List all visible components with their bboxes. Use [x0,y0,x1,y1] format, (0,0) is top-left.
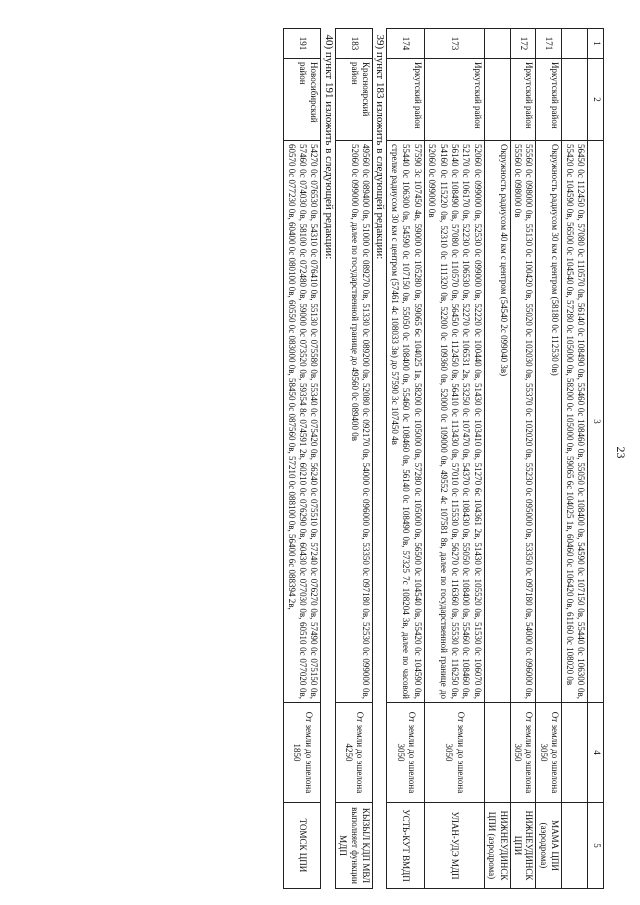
table-body [284,29,604,889]
airspace-table [283,28,604,889]
cell-zone: ТОМСК ЦПИ [284,803,321,889]
cell-num: 172 [510,29,536,59]
cell-district: Новосибирский район [284,59,321,141]
header-cell: 3 [588,141,604,703]
cell-num: 191 [284,29,321,59]
section-heading: 40) пункт 191 изложить в следующей редакции: [321,29,335,889]
cell-zone: НИЖНЕУДИНСК ЦПИ (аэродрома) [484,803,510,889]
cell-height: От земли до эшелона 3050 [387,703,424,803]
cell-coords: 49560 0с 089400 0в, 51000 0с 089270 0в, 51330 0с 089200 0в, 52080 0с 092170 0в, 54000 0с 096000 0в, 53350 0с 097180 0в, 52530 0с 099000 0в, 52060 0с 099000 0в, далее по государственной границе до 49560 0с 089400 0в [335,141,372,703]
cell-num [562,29,588,59]
cell-district [484,59,510,141]
table-row [424,29,484,889]
cell-district [562,59,588,141]
cell-height [484,703,510,803]
table-row [484,29,510,889]
cell-coords: Окружность радиусом 40 км с центром (54540 2с 099040 3в) [484,141,510,703]
header-row [588,29,604,889]
cell-zone: НИЖНЕУДИНСК ЦПИ [510,803,536,889]
section-heading-row [373,29,387,889]
table-row [284,29,321,889]
cell-height [562,703,588,803]
header-cell: 2 [588,59,604,141]
cell-height: От земли до эшелона 3050 [424,703,484,803]
cell-num: 171 [536,29,562,59]
cell-num: 173 [424,29,484,59]
table-row [510,29,536,889]
cell-coords: 56450 0с 112450 0в, 57080 0с 110570 0в, 56140 0с 108490 0в, 55460 0с 108460 0в, 55050 0с 108400 0в, 54590 0с 107150 0в, 55440 0с 106300 0в, 55420 0с 104590 0в, 56500 0с 104540 0в, 57280 0с 105000 0в, 58200 0с 105000 0в, 59065 6с 104025 1в, 60460 0с 106420 0в, 61160 0с 108020 0в [562,141,588,703]
section-heading-row [321,29,335,889]
cell-zone: УЛАН-УДЭ МДП [424,803,484,889]
cell-zone: УСТЬ-КУТ ВМДП [387,803,424,889]
cell-district: Иркутский район [387,59,424,141]
cell-height: От земли до эшелона 3050 [536,703,562,803]
cell-zone [562,803,588,889]
cell-height: От земли до эшелона 3050 [510,703,536,803]
cell-num: 183 [335,29,372,59]
cell-coords: 52060 0с 099000 0в, 52530 0с 099000 0в, 52220 0с 100440 0в, 51430 0с 103410 0в, 51270 6с 104361 2в, 51430 0с 105520 0в, 51530 0с 106070 0в, 52170 0с 106170 0в, 52230 0с 106530 0в, 52270 0с 106531 2в, 53250 0с 107470 0в, 54370 0с 108430 0в, 55050 0с 108400 0в, 55460 0с 108460 0в, 56140 0с 108490 0в, 57080 0с 110570 0в, 56450 0с 112450 0в, 56410 0с 113430 0в, 57010 0с 115530 0в, 56270 0с 116360 0в, 55530 0с 116250 0в, 54160 0с 115220 0в, 52310 0с 111320 0в, 52200 0с 109360 0в, 52000 0с 109000 0в, 49552 4с 107581 8в, далее по государственной границе до 52060 0с 099000 0в [424,141,484,703]
table-row [562,29,588,889]
table-row [387,29,424,889]
cell-district: Иркутский район [510,59,536,141]
page-number: 23 [614,446,628,459]
cell-num [484,29,510,59]
cell-zone: КЫЗЫЛ КДП МВЛ выполняет функции МДП [335,803,372,889]
cell-coords: 54270 0с 076530 0в, 54310 0с 076410 0в, 55130 0с 075580 0в, 55340 0с 075420 0в, 56240 0с 075510 0в, 57240 0с 076270 0в, 57490 0с 075150 0в, 57460 0с 074030 0в, 58100 0с 072480 0в, 59000 0с 073520 0в, 59354 8с 074591 2в, 60210 0с 076290 0в, 60430 0с 077030 0в, 60510 0с 077020 0в, 60570 0с 077230 0в, 60400 0с 080100 0в, 60550 0с 083000 0в, 58450 0с 087560 0в, 57210 0с 088100 0в, 56400 6с 088394 2в, [284,141,321,703]
cell-height: От земли до эшелона 4250 [335,703,372,803]
table-row [335,29,372,889]
header-cell: 4 [588,703,604,803]
section-heading: 39) пункт 183 изложить в следующей редакции: [373,29,387,889]
cell-district: Иркутский район [536,59,562,141]
cell-district: Красноярский район [335,59,372,141]
cell-district: Иркутский район [424,59,484,141]
header-cell: 5 [588,803,604,889]
cell-coords: 57590 3с 107450 4в, 59000 0с 105280 0в, 59065 6с 104025 1в, 58200 0с 105000 0в, 57280 0с 105000 0в, 56500 0с 104540 0в, 55420 0с 104590 0в, 55440 0с 106300 0в, 54590 0с 107150 0в, 55050 0с 108400 0в, 55460 0с 108460 0в, 56140 0с 108490 0в, 57325 7с 108204 3в, далее по часовой стрелке радиусом 30 км с центром (57461 4с 108033 3в) до 57590 3с 107450 4в [387,141,424,703]
cell-coords: Окружность радиусом 30 км с центром (58180 0с 112530 0в) [536,141,562,703]
table-row [536,29,562,889]
cell-coords: 55560 0с 098000 0в, 55130 0с 100420 0в, 55020 0с 102030 0в, 55370 0с 102020 0в, 55230 0с 095000 0в, 53350 0с 097180 0в, 54000 0с 096000 0в, 55560 0с 098000 0в [510,141,536,703]
cell-height: От земли до эшелона 1850 [284,703,321,803]
cell-num: 174 [387,29,424,59]
header-cell: 1 [588,29,604,59]
cell-zone: МАМА ЦПИ (аэродрома) [536,803,562,889]
